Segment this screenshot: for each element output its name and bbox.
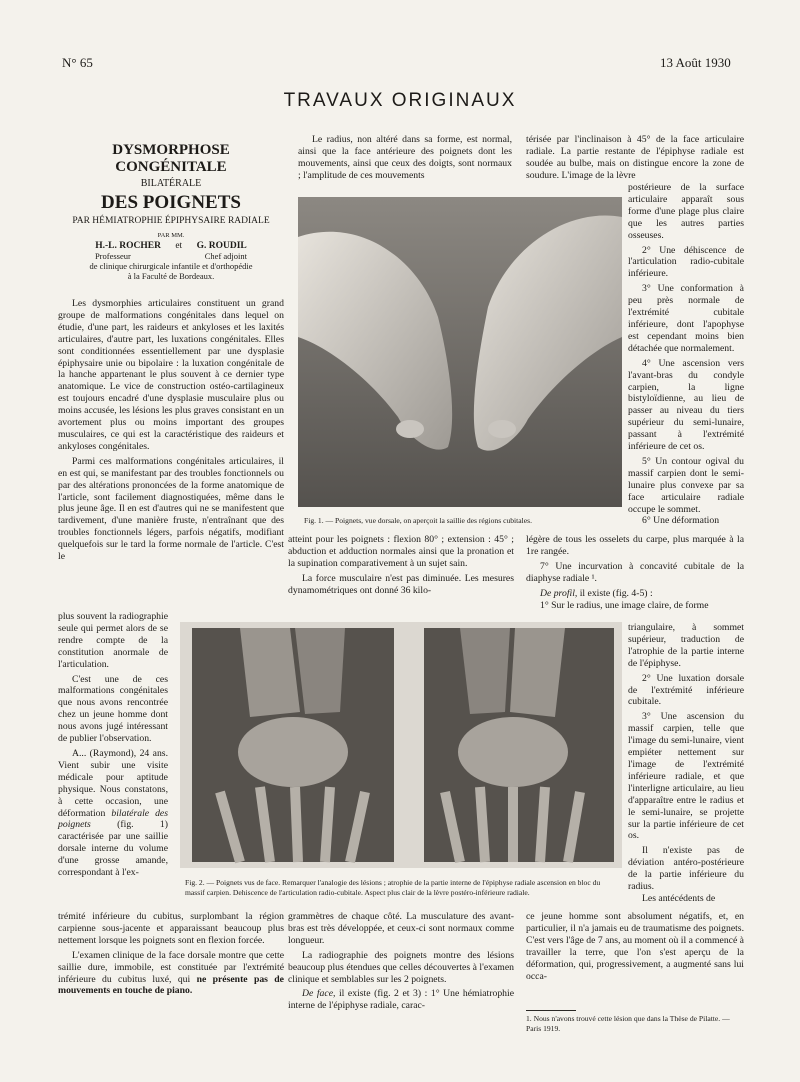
col1-paragraph5 bbox=[58, 950, 284, 998]
column3-bottom bbox=[526, 911, 744, 982]
col1-paragraph2-cont: plus souvent la radiographie seule qui permet alors de se rendre compte de la constitution anormale de l'articulation. bbox=[58, 611, 168, 670]
col2-p6-text: il existe (fig. 2 et 3) : 1° Une hémiatrophie interne de l'épiphyse radiale, carac- bbox=[288, 988, 514, 1012]
footnote-rule bbox=[526, 1010, 576, 1011]
col3-paragraph6: 6° Une déformation bbox=[642, 515, 720, 527]
affiliation-line1: de clinique chirurgicale infantile et d'orthopédie bbox=[89, 261, 253, 271]
col3-paragraph9-cont: triangulaire, à sommet supérieur, traduction de l'atrophie de la partie interne de l'épiphyse. bbox=[628, 622, 744, 669]
column3-middle bbox=[526, 534, 744, 611]
col1-p4-text2: (fig. 1) caractérisée par une saillie dorsale interne du volume d'une grosse amande, correspondant à l'ex- bbox=[58, 819, 168, 879]
column1-lower bbox=[58, 911, 284, 997]
col1-paragraph4-cont: trémité inférieure du cubitus, surplombant la région carpienne sous-jacente et apparaissant beaucoup plus nettement lorsque les poignets sont en flexion forcée. bbox=[58, 911, 284, 946]
issue-date: 13 Août 1930 bbox=[660, 55, 731, 70]
column3-top bbox=[526, 134, 744, 182]
footnote: 1. Nous n'avons trouvé cette lésion que dans la Thèse de Pilatte. — Paris 1919. bbox=[526, 1014, 730, 1033]
col1-paragraph3: C'est une de ces malformations congénitales que nous avons rencontrée chez un jeune homme dont nous avons jugé intéressant de publier l'observation. bbox=[58, 673, 168, 745]
author1: H.-L. ROCHER bbox=[95, 241, 161, 251]
affiliation-line2: à la Faculté de Bordeaux. bbox=[127, 271, 215, 281]
hands-illustration bbox=[298, 197, 622, 507]
figure2-caption: Fig. 2. — Poignets vus de face. Remarquer l'analogie des lésions ; atrophie de la partie interne de l'épiphyse radiale ascension en bloc du massif carpien. Dehiscence de l'articulation radio-cubitale. Aspect plus clair de la lèvre postéro-inférieure radiale. bbox=[185, 878, 601, 897]
author1-role: Professeur bbox=[94, 251, 131, 261]
col3-paragraph13: Les antécédents de bbox=[642, 892, 716, 904]
col3-paragraph11: 3° Une ascension du massif carpien, telle que l'image du semi-lunaire, vient empiéter nettement sur l'image de l'extrémité inférieure radiale, et que l'interligne articulaire, au lieu d'apparaître entre le radius et le semi-lunaire, se projette sur la partie inférieure de cet os. bbox=[628, 711, 744, 842]
column1-narrow bbox=[58, 611, 168, 879]
column2-top bbox=[298, 134, 512, 182]
col3-paragraph12: Il n'existe pas de déviation antéro-postérieure de la partie inférieure du radius. bbox=[628, 845, 744, 893]
column3-narrow1 bbox=[628, 182, 744, 527]
col1-p5-bold: ne présente pas de mouvements en touche de piano. bbox=[58, 973, 284, 997]
col3-paragraph4: 4° Une ascension vers l'avant-bras du condyle carpien, la ligne bistyloïdienne, au lieu de passer au niveau du tiers supérieur du semi-lunaire, passant à l'extrémité inférieure de cet os. bbox=[628, 357, 744, 453]
figure1-photo bbox=[298, 197, 622, 507]
wrist-radiographs bbox=[180, 622, 622, 868]
col2-p6-emphasis: De face, bbox=[302, 988, 336, 1000]
figure2-xray bbox=[180, 622, 622, 868]
col3-paragraph2: 2° Une déhiscence de l'articulation radio-cubitale inférieure. bbox=[628, 244, 744, 280]
title-line2: BILATÉRALE bbox=[140, 178, 202, 189]
col1-paragraph2: Parmi ces malformations congénitales articulaires, il en est qui, se manifestant par des troubles fonctionnels ou par des altérations prononcées de la forme anatomique de l'article, sont facilement diagnostiquées, même dans le plus jeune âge. Il en est d'autres qui ne se manifestent que tardivement, d'une manière fruste, n'entraînant que des troubles fonctionnels légers, parfois négatifs, modifiant quelquefois sur le tard la forme normale de l'article. C'est le bbox=[58, 455, 284, 563]
col2-paragraph3: La force musculaire n'est pas diminuée. Les mesures dynamométriques ont donné 36 kilo- bbox=[288, 572, 514, 596]
col2-paragraph2: atteint pour les poignets : flexion 80° ; extension : 45° ; abduction et adduction normales ainsi que la pronation et la supination comparativement à un sujet sain. bbox=[288, 534, 514, 569]
col3-paragraph10: 2° Une luxation dorsale de l'extrémité inférieure cubitale. bbox=[628, 672, 744, 708]
figure1-caption: Fig. 1. — Poignets, vue dorsale, on aperçoit la saillie des régions cubitales. bbox=[304, 516, 532, 525]
column2-middle bbox=[288, 534, 514, 597]
column3-narrow2 bbox=[628, 622, 744, 905]
section-title: TRAVAUX ORIGINAUX bbox=[283, 90, 517, 111]
col1-paragraph1: Les dysmorphies articulaires constituent un grand groupe de malformations congénitales dans lequel on étudie, d'une part, les raideurs et ankyloses et les laxités articulaires, d'autre part, les luxations congénitales. Elles sont conditionnées essentiellement par une dysplasie épiphysaire unie ou bipolaire : la luxation congénitale de la hanche appartenant le plus souvent à ce dernier type anatomique. Le vice de construction ostéo-cartilagineux est toujours encadré d'une dysplasie musculaire plus ou moins accusée, les lésions les plus graves consistant en un avortement plus ou moins important des groupes musculaires, ce qui est la caractéristique des raideurs et ankyloses congénitales. bbox=[58, 298, 284, 452]
col3-paragraph8 bbox=[526, 588, 744, 600]
author2-role: Chef adjoint bbox=[204, 251, 248, 261]
col3-p8-emphasis: De profil, bbox=[540, 587, 578, 599]
col3-p8-text: il existe (fig. 4-5) : bbox=[579, 587, 653, 599]
col3-paragraph5: 5° Un contour ogival du massif carpien dont le semi-lunaire plus convexe par sa face articulaire radiale occupe le sommet. bbox=[628, 455, 744, 515]
col2-paragraph5: La radiographie des poignets montre des lésions beaucoup plus étendues que celles découvertes à l'examen clinique et semblables sur les 2 poignets. bbox=[288, 949, 514, 985]
col3-paragraph6-cont: légère de tous les osselets du carpe, plus marquée à la 1re rangée. bbox=[526, 534, 744, 557]
title-line3: DES POIGNETS bbox=[101, 192, 241, 213]
col3-paragraph1: térisée par l'inclinaison à 45° de la face articulaire radiale. La partie restante de l'épiphyse radiale est soudée au bulbe, mais on distingue encore la zone de soudure. L'image de la lèvre bbox=[526, 134, 744, 181]
article-title-block bbox=[58, 142, 284, 281]
col3-paragraph7: 7° Une incurvation à concavité cubitale de la diaphyse radiale ¹. bbox=[526, 560, 744, 584]
issue-number: N° 65 bbox=[62, 55, 93, 70]
author2: G. ROUDIL bbox=[196, 241, 247, 251]
col2-paragraph6 bbox=[288, 988, 514, 1012]
col1-p4-text: A... (Raymond), 24 ans. Vient subir une visite médicale pour aptitude physique. Nous constatons, à cette occasion, une déformation bbox=[58, 747, 168, 819]
col2-paragraph4: grammètres de chaque côté. La musculature des avant-bras est très développée, et ceux-ci sont normaux comme longueur. bbox=[288, 911, 514, 946]
col3-paragraph13-cont: ce jeune homme sont absolument négatifs, et, en particulier, il n'a jamais eu de traumatisme des poignets. C'est vers l'âge de 7 ans, au moment où il a commencé à travailler la terre, que l'on s'est aperçu de la déformation, qui, progressivement, a augmenté sans lui occa- bbox=[526, 911, 744, 982]
col3-paragraph9: 1° Sur le radius, une image claire, de forme bbox=[540, 599, 709, 611]
column2-bottom bbox=[288, 911, 514, 1012]
col1-p5-text: L'examen clinique de la face dorsale montre que cette saillie dure, immobile, est constituée par l'extrémité inférieure du cubitus luxé, qui bbox=[58, 949, 284, 985]
title-line4: PAR HÉMIATROPHIE ÉPIPHYSAIRE RADIALE bbox=[72, 216, 270, 226]
column1-upper bbox=[58, 298, 284, 563]
col2-paragraph1: Le radius, non altéré dans sa forme, est normal, ainsi que la face antérieure des poignets dont les mouvements, ainsi que ceux des doigts, sont normaux ; l'amplitude de ces mouvements bbox=[298, 134, 512, 181]
authors-et: et bbox=[175, 241, 183, 251]
authors-par: PAR MM. bbox=[157, 232, 185, 239]
col3-paragraph1-cont: postérieure de la surface articulaire apparaît sous forme d'une plage plus claire que les autres parties osseuses. bbox=[628, 182, 744, 241]
col3-paragraph3: 3° Une conformation à peu près normale de l'extrémité cubitale inférieure, dont l'apophyse est cependant moins bien détachée que normalement. bbox=[628, 283, 744, 354]
col1-paragraph4 bbox=[58, 748, 168, 879]
title-line1: DYSMORPHOSE CONGÉNITALE bbox=[112, 142, 230, 175]
col1-p4-emphasis: bilatérale des poignets bbox=[58, 807, 168, 831]
